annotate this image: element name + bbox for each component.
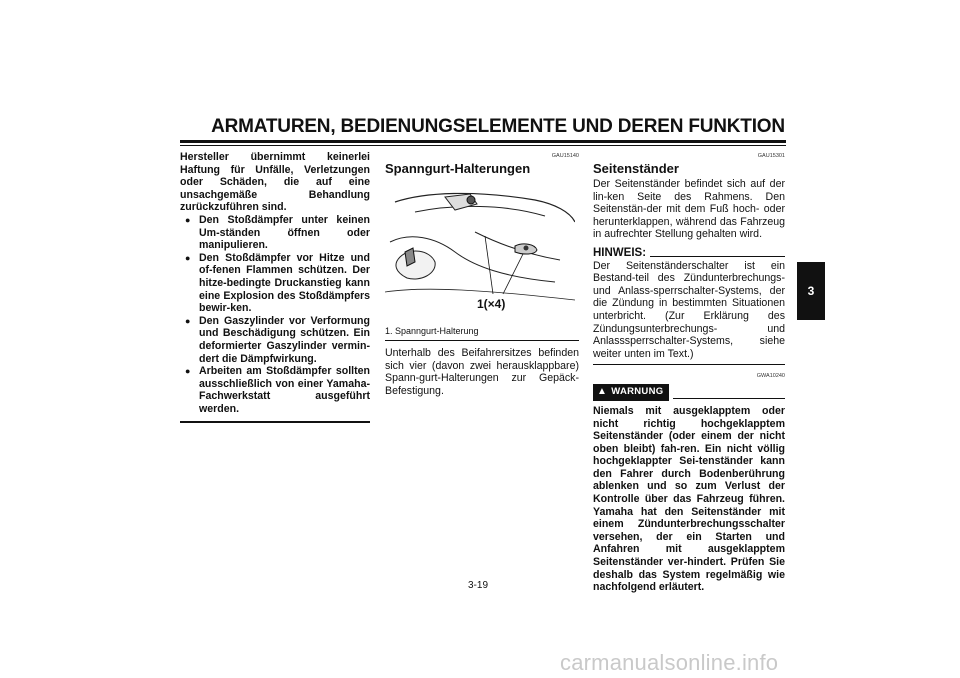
section-code: GAU15301 (757, 153, 785, 159)
warning-code: GWA10240 (756, 373, 785, 380)
section-body: Unterhalb des Beifahrersitzes befinden sich vier (davon zwei herausklappbare) Spann-gurt-Halterungen zur Gepäck-Befestigung. (385, 347, 579, 397)
list-item (185, 365, 370, 415)
list-item (185, 214, 370, 252)
list-item-text: Den Stoßdämpfer unter keinen Um-ständen öffnen oder manipulieren. (199, 213, 370, 252)
note-end-rule (593, 364, 785, 365)
bullet-list (180, 214, 370, 416)
section-title: Spanngurt-Halterungen (385, 161, 531, 176)
warning-body: Niemals mit ausgeklapptem oder nicht richtig hochgeklapptem Seitenständer (oder einem der nicht oben bleibt) fah-ren. Ein nicht völlig hochgeklappter Sei-tenständer kann den Fahrer durch Bodenberührung ablenken und so zum Verlust der Kontrolle über das Fahrzeug führen. Yamaha hat den Seitenständer mit einem Zündunterbrechungsschalter versehen, der ein Starten und Anfahren mit ausgeklapptem Seitenständer ver-hindert. Prüfen Sie deshalb das System regelmäßig wie nachfolgend erläutert. (593, 404, 785, 594)
note-header (593, 247, 785, 260)
column-right (593, 153, 785, 594)
warning-label: WARNUNG (611, 386, 664, 398)
bullet-icon: ● (185, 214, 191, 225)
warning-rule (673, 398, 785, 399)
warning-end-rule (180, 421, 370, 423)
list-item (185, 252, 370, 315)
note-rule (650, 256, 785, 257)
section-body: Der Seitenständer befindet sich auf der lin-ken Seite des Rahmens. Den Seitenstän-der mit dem Fuß hoch- oder herunterklappen, während das Fahrzeug in aufrechter Stellung gehalten wird. (593, 178, 785, 241)
list-item-text: Den Gaszylinder vor Verformung und Beschädigung schützen. Ein deformierter Gaszylinder vermin-dert die Dämpfwirkung. (199, 314, 370, 365)
column-left (180, 151, 370, 423)
note-body: Der Seitenständerschalter ist ein Bestand-teil des Zündunterbrechungs- und Anlass-sperrschalter-Systems, der die Zündung in bestimmten Situationen unterbricht. (Zur Erklärung des Zündungsunterbrechungs- und Anlasssperrschalter-Systems, siehe weiter unten im Text.) (593, 259, 785, 360)
header-rule-thin (180, 145, 786, 146)
header-rule (180, 140, 786, 143)
caption-rule (385, 340, 579, 341)
watermark: carmanualsonline.info (560, 650, 779, 675)
warning-badge (593, 384, 669, 401)
list-item (185, 315, 370, 365)
bullet-icon: ● (185, 366, 191, 377)
section-title: Seitenständer (593, 161, 679, 176)
chapter-tab: 3 (797, 262, 825, 320)
warning-continuation: Hersteller übernimmt keinerlei Haftung für Unfälle, Verletzungen oder Schäden, die auf eine unsachgemäße Behandlung zurückzuführen sind. (180, 151, 370, 214)
bullet-icon: ● (185, 315, 191, 326)
column-middle (385, 153, 579, 397)
list-item-text: Den Stoßdämpfer vor Hitze und of-fenen Flammen schützen. Der hitze-bedingte Druckanstieg kann eine Explosion des Stoßdämpfers bewir-ken. (199, 251, 370, 315)
list-item-text: Arbeiten am Stoßdämpfer sollten ausschließlich von einer Yamaha-Fachwerkstatt ausgeführt werden. (199, 365, 370, 415)
page-number: 3-19 (468, 580, 489, 591)
warning-triangle-icon: ▲ (597, 386, 608, 398)
note-label: HINWEIS: (593, 246, 647, 259)
bullet-icon: ● (185, 252, 191, 263)
figure-strap-holders (385, 182, 575, 322)
figure-callout: 1(×4) (477, 297, 506, 311)
page-title: ARMATUREN, BEDIENUNGSELEMENTE UND DEREN FUNKTION (211, 116, 785, 137)
section-code: GAU15140 (551, 153, 579, 159)
warning-header (593, 384, 785, 401)
figure-caption: 1. Spanngurt-Halterung (385, 326, 479, 336)
